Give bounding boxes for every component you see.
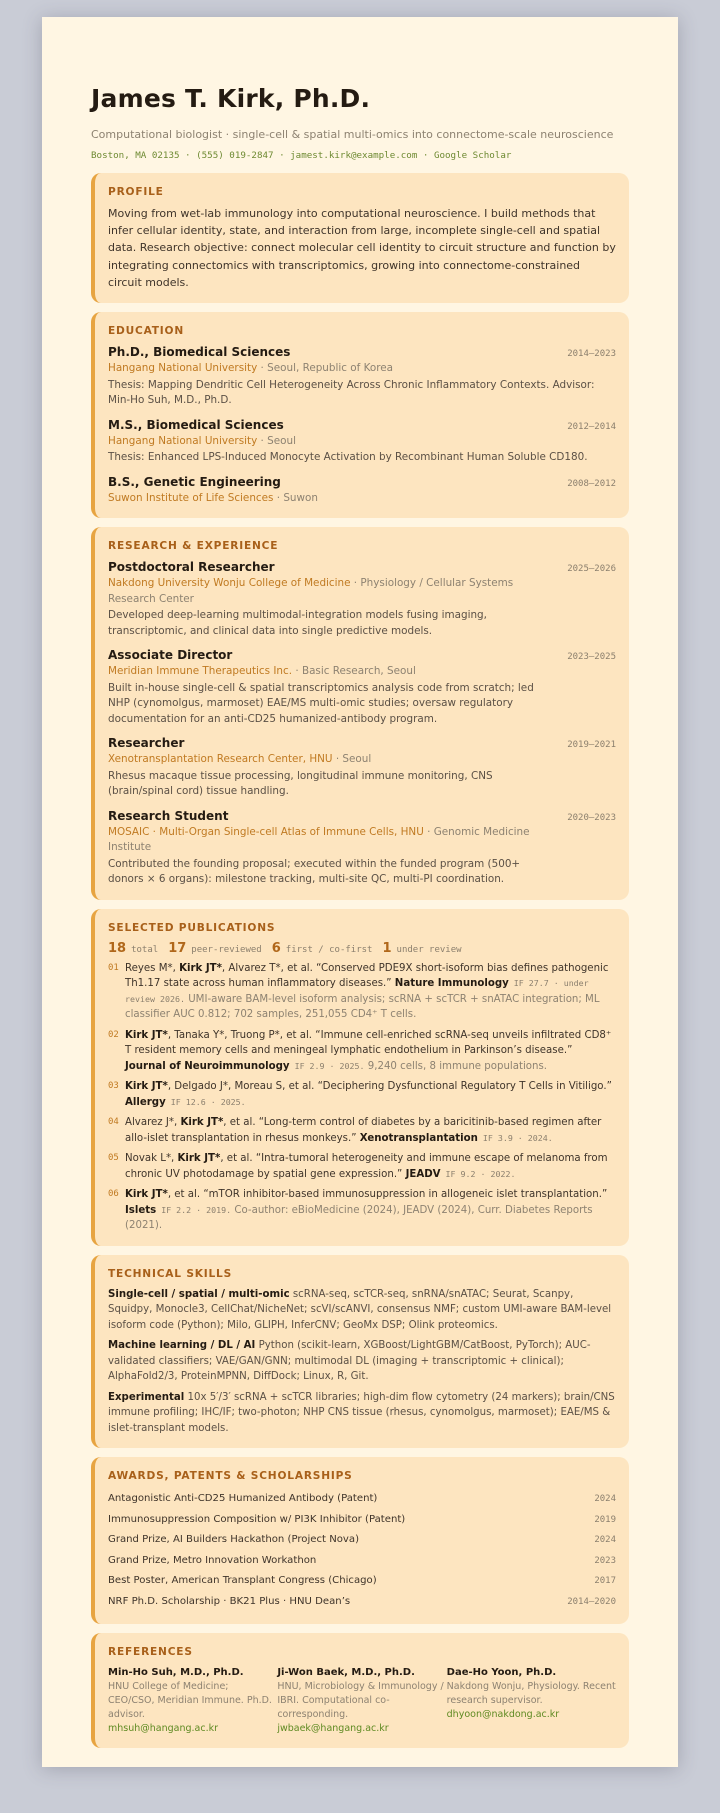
experience-entry — [108, 735, 616, 800]
publication-number: 02 — [108, 1029, 119, 1040]
award-item — [108, 1530, 616, 1551]
impact-factor: IF 2.2 · 2019. — [156, 1204, 232, 1215]
self-author: Kirk JT* — [125, 1029, 168, 1041]
section-heading: PROFILE — [108, 186, 164, 198]
publication-list — [108, 961, 616, 1234]
authors-before: Reyes M*, — [125, 962, 180, 974]
organization-name: MOSAIC · Multi-Organ Single-cell Atlas of Immune Cells, HNU — [108, 825, 424, 838]
organization-line — [108, 576, 548, 607]
entry-header — [108, 344, 616, 361]
role-title: Postdoctoral Researcher — [108, 560, 275, 575]
impact-factor: IF 27.7 · under review 2026. — [125, 978, 589, 1004]
references-section — [91, 1633, 629, 1748]
institution-location: · Seoul — [257, 434, 296, 447]
skills-list — [108, 1287, 616, 1437]
role-title: Associate Director — [108, 648, 233, 663]
reference-name: Dae-Ho Yoon, Ph.D. — [446, 1667, 557, 1679]
publication-citation — [125, 1115, 616, 1146]
publication-citation — [125, 1079, 616, 1110]
entry-years: 2019–2021 — [567, 740, 616, 751]
publication-stats — [108, 941, 616, 956]
publication-item — [108, 961, 616, 1023]
skill-details: scRNA-seq, scTCR-seq, snRNA/snATAC; Seurat, Scanpy, Squidpy, Monocle3, CellChat/NicheNet; scVI/scANVI, consensus NMF; custom UMI-aware BAM-level isoform code (Python); Milo, GLIPH, InferCNV; GeoMx DSP; Olink proteomics. — [108, 1288, 612, 1331]
experience-section — [91, 527, 629, 900]
award-year: 2014–2020 — [567, 1596, 616, 1607]
section-heading: RESEARCH & EXPERIENCE — [108, 540, 279, 553]
entry-years: 2023–2025 — [567, 652, 616, 663]
section-heading: REFERENCES — [108, 1646, 193, 1659]
impact-factor: IF 3.9 · 2024. — [477, 1132, 553, 1143]
journal-name: Islets — [125, 1204, 157, 1216]
institution-location: · Seoul, Republic of Korea — [257, 362, 394, 375]
publication-item — [108, 1079, 616, 1110]
publication-number: 06 — [108, 1189, 119, 1200]
resume-page — [42, 17, 678, 1767]
publication-item — [108, 1028, 616, 1075]
skill-group — [108, 1390, 616, 1437]
profile-section — [91, 173, 629, 303]
tagline: Computational biologist · single-cell & spatial multi-omics into connectome-scale neuroscience — [91, 128, 614, 141]
degree-title: B.S., Genetic Engineering — [108, 474, 281, 489]
reference-email[interactable]: jwbaek@hangang.ac.kr — [277, 1723, 389, 1735]
section-heading: EDUCATION — [108, 325, 185, 338]
organization-unit: · Physiology / Cellular Systems Research Center — [108, 577, 514, 605]
publication-citation — [125, 961, 616, 1023]
education-entry — [108, 344, 616, 409]
award-name: Grand Prize, AI Builders Hackathon (Project Nova) — [108, 1534, 360, 1546]
stat-label: under review — [396, 944, 462, 955]
experience-entry — [108, 559, 616, 639]
role-title: Researcher — [108, 736, 185, 751]
reference-name: Min-Ho Suh, M.D., Ph.D. — [108, 1667, 244, 1679]
award-item — [108, 1592, 616, 1613]
role-title: Research Student — [108, 808, 229, 823]
education-entry — [108, 417, 616, 466]
entry-years: 2008–2012 — [567, 478, 616, 489]
award-item — [108, 1571, 616, 1592]
authors-before: Novak L*, — [125, 1153, 178, 1165]
stat-count: 6 — [271, 940, 281, 956]
impact-factor: IF 2.9 · 2025. — [289, 1060, 365, 1071]
section-heading: TECHNICAL SKILLS — [108, 1267, 233, 1280]
reference-email[interactable]: dhyoon@nakdong.ac.kr — [446, 1709, 560, 1721]
skills-section — [91, 1255, 629, 1449]
award-year: 2024 — [594, 1494, 616, 1505]
section-heading: AWARDS, PATENTS & SCHOLARSHIPS — [108, 1470, 353, 1483]
entry-header — [108, 735, 616, 752]
organization-line — [108, 825, 548, 856]
self-author: Kirk JT* — [125, 1081, 168, 1093]
experience-entry — [108, 647, 616, 727]
contact-line[interactable]: Boston, MA 02135 · (555) 019-2847 · jamest.kirk@example.com · Google Scholar — [91, 150, 512, 161]
publication-note: 9,240 cells, 8 immune populations. — [364, 1060, 548, 1072]
entry-years: 2014–2023 — [567, 349, 616, 360]
reference-name: Ji-Won Baek, M.D., Ph.D. — [277, 1667, 415, 1679]
journal-name: Journal of Neuroimmunology — [125, 1060, 290, 1072]
self-author: Kirk JT* — [179, 962, 222, 974]
award-year: 2017 — [594, 1576, 616, 1587]
publication-number: 03 — [108, 1081, 119, 1092]
publication-item — [108, 1151, 616, 1182]
authors-before: Alvarez J*, — [125, 1117, 181, 1129]
entry-header — [108, 474, 616, 491]
experience-entry — [108, 808, 616, 888]
institution-line — [108, 434, 616, 450]
journal-name: Nature Immunology — [394, 978, 509, 990]
publication-number: 05 — [108, 1153, 119, 1164]
profile-text: Moving from wet-lab immunology into computational neuroscience. I build methods that infer cellular identity, state, and interaction from large, incomplete single-cell and spatial data. Research objective: connect molecular cell identity to circuit structure and function by integrating connectomics with transcriptomics, growing into connectome-constrained circuit models. — [108, 207, 616, 289]
self-author: Kirk JT* — [177, 1153, 221, 1165]
award-item — [108, 1510, 616, 1531]
award-item — [108, 1489, 616, 1510]
stat-label: total — [131, 944, 159, 955]
impact-factor: IF 12.6 · 2025. — [165, 1096, 246, 1107]
stat-count: 17 — [168, 940, 187, 956]
entry-years: 2025–2026 — [567, 564, 616, 575]
entry-header — [108, 417, 616, 434]
publication-item — [108, 1115, 616, 1146]
entry-header — [108, 559, 616, 576]
self-author: Kirk JT* — [125, 1189, 168, 1201]
reference-affiliation: HNU College of Medicine; CEO/CSO, Meridian Immune. Ph.D. advisor. — [108, 1681, 272, 1721]
skill-details: Python (scikit-learn, XGBoost/LightGBM/CatBoost, PyTorch); AUC-validated classifiers; VAE/GAN/GNN; multimodal DL (imaging + transcriptomic + clinical); AlphaFold2/3, ProteinMPNN, DiffDock; Linux, R, Git. — [108, 1340, 591, 1383]
award-year: 2024 — [594, 1535, 616, 1546]
award-name: Grand Prize, Metro Innovation Workathon — [108, 1554, 317, 1566]
reference-item — [447, 1665, 616, 1736]
reference-item — [277, 1665, 446, 1736]
award-name: NRF Ph.D. Scholarship · BK21 Plus · HNU Dean’s — [108, 1595, 351, 1607]
organization-line — [108, 752, 548, 768]
publications-section — [91, 909, 629, 1246]
publication-citation — [125, 1028, 616, 1075]
candidate-name: James T. Kirk, Ph.D. — [91, 84, 371, 113]
citation-title: , et al. “Long-term control of diabetes by a baricitinib-based regimen after allo-islet transplantation in rhesus monkeys.” — [125, 1117, 602, 1144]
reference-affiliation: Nakdong Wonju, Physiology. Recent research supervisor. — [446, 1681, 616, 1707]
citation-title: , Tanaka Y*, Truong P*, et al. “Immune cell-enriched scRNA-seq unveils infiltrated CD8⁺ T resident memory cells and meningeal lymphatic endothelium in Parkinson’s disease.” — [125, 1029, 612, 1057]
publication-number: 04 — [108, 1117, 119, 1128]
education-section — [91, 312, 629, 518]
stat-label: peer-reviewed — [191, 944, 262, 955]
skill-group — [108, 1338, 616, 1385]
entry-description: Rhesus macaque tissue processing, longitudinal immune monitoring, CNS (brain/spinal cord) tissue handling. — [108, 769, 493, 798]
award-name: Antagonistic Anti-CD25 Humanized Antibody (Patent) — [108, 1493, 378, 1505]
publication-note: UMI-aware BAM-level isoform analysis; scRNA + scTCR + snATAC integration; ML classifier AUC 0.812; 702 samples, 251,055 CD4⁺ T cells. — [125, 993, 600, 1021]
self-author: Kirk JT* — [180, 1117, 224, 1129]
skill-details: 10x 5′/3′ scRNA + scTCR libraries; high-dim flow cytometry (24 markers); brain/CNS immune profiling; IHC/IF; two-photon; NHP CNS tissue (rhesus, cynomolgus, marmoset); EAE/MS & islet-transplant models. — [108, 1391, 615, 1434]
publication-item — [108, 1187, 616, 1234]
publication-citation — [125, 1187, 616, 1234]
awards-section — [91, 1457, 629, 1624]
publication-citation — [125, 1151, 616, 1182]
organization-unit: · Genomic Medicine Institute — [108, 825, 530, 854]
institution-location: · Suwon — [273, 491, 318, 504]
institution-line — [108, 491, 616, 507]
organization-unit: · Basic Research, Seoul — [292, 665, 416, 678]
organization-name: Xenotransplantation Research Center, HNU — [108, 753, 333, 766]
stat-count: 18 — [108, 940, 127, 956]
reference-affiliation: HNU, Microbiology & Immunology / IBRI. Computational co-corresponding. — [277, 1681, 444, 1721]
reference-item — [108, 1665, 277, 1736]
skill-category: Single-cell / spatial / multi-omic — [108, 1288, 290, 1300]
award-year: 2019 — [594, 1514, 616, 1525]
organization-name: Nakdong University Wonju College of Medicine — [108, 577, 351, 590]
degree-title: M.S., Biomedical Sciences — [108, 417, 284, 432]
entry-years: 2012–2014 — [567, 421, 616, 432]
institution-name: Hangang National University — [108, 434, 258, 447]
citation-title: , et al. “Intra-tumoral heterogeneity and immune escape of melanoma from chronic UV photodamage by spatial gene expression.” — [125, 1153, 608, 1180]
skill-category: Experimental — [108, 1391, 185, 1403]
stat-count: 1 — [382, 940, 392, 956]
award-item — [108, 1551, 616, 1572]
organization-name: Meridian Immune Therapeutics Inc. — [108, 665, 293, 678]
entry-description: Contributed the founding proposal; executed within the funded program (500+ donors × 6 organs): milestone tracking, multi-site QC, multi-PI coordination. — [108, 857, 521, 886]
awards-list — [108, 1489, 616, 1612]
institution-line — [108, 361, 616, 377]
skill-group — [108, 1287, 616, 1334]
skill-category: Machine learning / DL / AI — [108, 1340, 256, 1352]
journal-name: Allergy — [125, 1096, 166, 1108]
education-list — [108, 344, 616, 506]
impact-factor: IF 9.2 · 2022. — [440, 1168, 516, 1179]
journal-name: Xenotransplantation — [359, 1132, 478, 1144]
award-name: Best Poster, American Transplant Congress (Chicago) — [108, 1575, 377, 1587]
publication-note: Co-author: eBioMedicine (2024), JEADV (2024), Curr. Diabetes Reports (2021). — [125, 1204, 593, 1232]
award-year: 2023 — [594, 1555, 616, 1566]
entry-years: 2020–2023 — [567, 812, 616, 823]
stat-label: first / co-first — [285, 944, 373, 955]
education-entry — [108, 474, 616, 507]
degree-title: Ph.D., Biomedical Sciences — [108, 345, 291, 360]
section-heading: SELECTED PUBLICATIONS — [108, 921, 276, 934]
organization-line — [108, 664, 548, 680]
entry-header — [108, 808, 616, 825]
entry-header — [108, 647, 616, 664]
citation-title: , Delgado J*, Moreau S, et al. “Deciphering Dysfunctional Regulatory T Cells in Vitiligo.” — [167, 1081, 612, 1093]
entry-description: Built in-house single-cell & spatial transcriptomics analysis code from scratch; led NHP (cynomolgus, marmoset) EAE/MS multi-omic studies; oversaw regulatory documentation for an anti-CD25 humanized-antibody program. — [108, 681, 534, 725]
experience-list — [108, 559, 616, 888]
references-list — [108, 1665, 616, 1736]
entry-description: Thesis: Enhanced LPS-Induced Monocyte Activation by Recombinant Human Soluble CD180. — [108, 451, 588, 464]
institution-name: Suwon Institute of Life Sciences — [108, 491, 274, 504]
journal-name: JEADV — [405, 1168, 441, 1180]
reference-email[interactable]: mhsuh@hangang.ac.kr — [108, 1723, 219, 1735]
entry-description: Thesis: Mapping Dendritic Cell Heterogeneity Across Chronic Inflammatory Contexts. Advisor: Min-Ho Suh, M.D., Ph.D. — [108, 378, 595, 407]
organization-unit: · Seoul — [332, 753, 372, 766]
award-name: Immunosuppression Composition w/ PI3K Inhibitor (Patent) — [108, 1513, 406, 1525]
citation-title: , Alvarez T*, et al. “Conserved PDE9X short-isoform bias defines pathogenic Th1.17 state across human inflammatory diseases.” — [125, 962, 609, 990]
publication-number: 01 — [108, 962, 119, 973]
citation-title: , et al. “mTOR inhibitor-based immunosuppression in allogeneic islet transplantation.” — [167, 1189, 608, 1201]
entry-description: Developed deep-learning multimodal-integration models fusing imaging, transcriptomic, and clinical data into single predictive models. — [108, 609, 487, 637]
institution-name: Hangang National University — [108, 362, 258, 375]
